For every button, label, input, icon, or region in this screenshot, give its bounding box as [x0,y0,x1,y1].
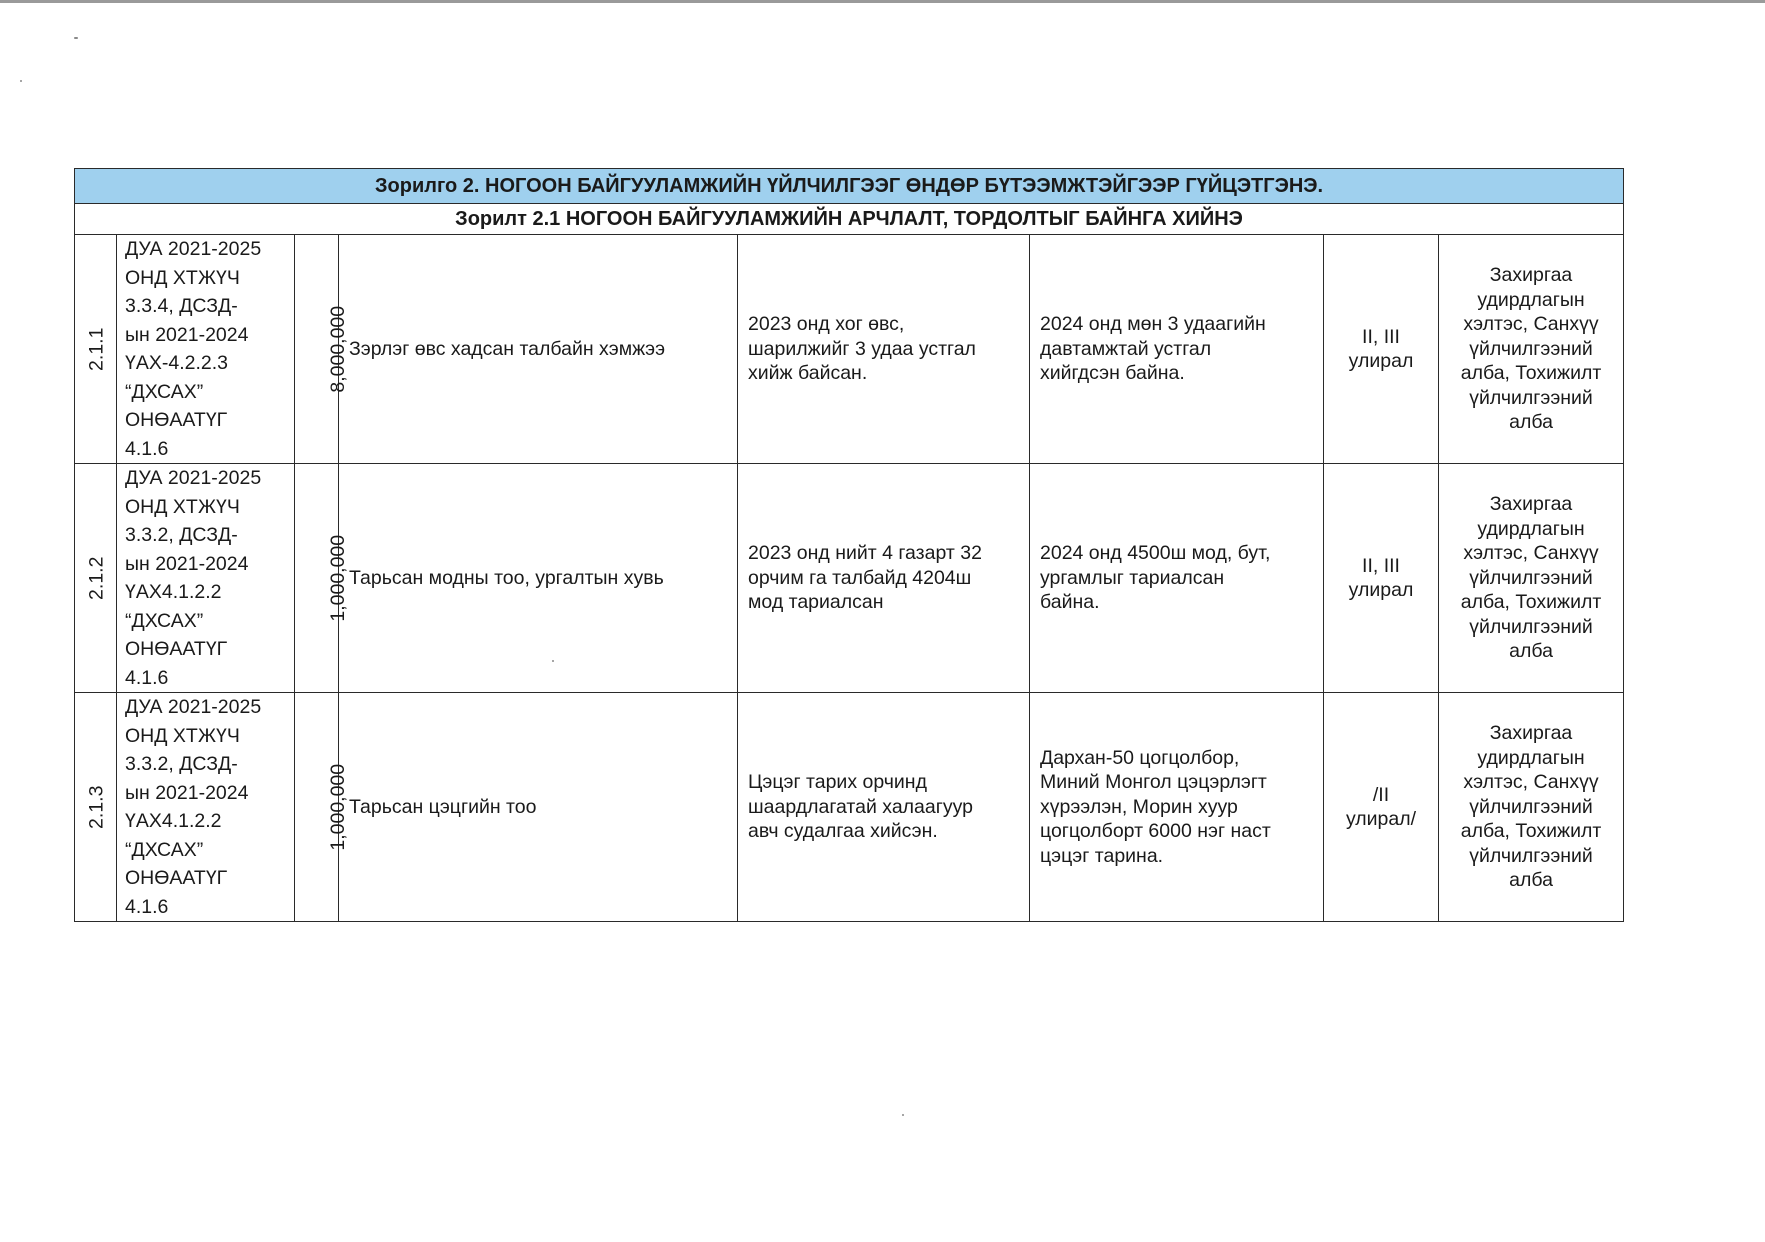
target-line: цэцэг тарина. [1040,844,1164,867]
item-code [75,693,117,922]
responsible-line: үйлчилгээний [1469,615,1593,638]
budget-cell [295,693,350,922]
target-line: 2024 онд 4500ш мод, бут, [1040,542,1271,565]
budget-amount: 8,000,000 [327,305,350,393]
scan-edge [0,0,1765,3]
table-row [75,693,1624,922]
period-cell [1324,464,1439,693]
scan-speck [20,80,22,82]
reference-line: ОНД ХТЖҮЧ [125,266,240,289]
baseline-line: шарилжийг 3 удаа устгал [748,337,976,360]
reference-line: ОНӨААТҮГ [125,867,228,889]
budget-amount: 1,000,000 [327,763,350,851]
target-cell [1030,464,1324,693]
reference-line: ын 2021-2024 [125,323,249,346]
scan-speck [74,37,78,39]
indicator-cell: Зэрлэг өвс хадсан талбайн хэмжээ [339,235,738,464]
reference-line: “ДХСАХ” [125,380,204,403]
objective-row [75,204,1624,235]
responsible-line: үйлчилгээний [1469,566,1593,589]
budget-cell [295,235,350,464]
reference-line: ын 2021-2024 [125,552,249,575]
responsible-line: хэлтэс, Санхүү [1463,771,1599,794]
responsible-line: үйлчилгээний [1469,795,1593,818]
item-code-text: 2.1.3 [85,785,108,829]
target-line: 2024 онд мөн 3 удаагийн [1040,313,1266,336]
responsible-line: алба [1509,640,1553,663]
responsible-line: үйлчилгээний [1469,337,1593,360]
responsible-line: удирдлагын [1477,288,1585,311]
item-code [75,464,117,693]
table-row [75,235,1624,464]
reference-line: 3.3.4, ДСЗД- [125,295,238,317]
target-cell [1030,693,1324,922]
reference-line: ОНӨААТҮГ [125,409,228,431]
target-line: ургамлыг тариалсан [1040,566,1225,589]
item-code [75,235,117,464]
objective-title: Зорилт 2.1 НОГООН БАЙГУУЛАМЖИЙН АРЧЛАЛТ, ТОРДОЛТЫГ БАЙНГА ХИЙНЭ [75,204,1624,235]
responsible-cell [1439,235,1624,464]
target-line: давтамжтай устгал [1040,337,1212,360]
responsible-line: үйлчилгээний [1469,844,1593,867]
baseline-line: шаардлагатай халаагуур [748,795,973,818]
reference-line: “ДХСАХ” [125,838,204,861]
period-line: улирал [1348,350,1414,372]
period-line: II, III [1362,325,1400,348]
target-line: цогцолборт 6000 нэг наст [1040,820,1271,843]
responsible-line: удирдлагын [1477,746,1585,769]
item-code-text: 2.1.2 [85,556,108,600]
reference-line: ОНӨААТҮГ [125,638,228,660]
reference-line: ҮАХ4.1.2.2 [125,810,222,832]
period-cell [1324,235,1439,464]
goal-row [75,169,1624,204]
table-row [75,464,1624,693]
baseline-line: 2023 онд хог өвс, [748,313,905,336]
responsible-cell [1439,464,1624,693]
reference-line: 4.1.6 [125,437,169,460]
target-line: байна. [1040,591,1100,614]
responsible-line: алба [1509,411,1553,434]
responsible-line: Захиргаа [1489,722,1573,745]
reference-cell [117,464,295,693]
reference-line: ОНД ХТЖҮЧ [125,724,240,747]
period-line: улирал [1348,579,1414,601]
baseline-line: хийж байсан. [748,362,868,385]
reference-line: ҮАХ4.1.2.2 [125,581,222,603]
responsible-line: алба [1509,869,1553,892]
target-cell [1030,235,1324,464]
reference-line: ын 2021-2024 [125,781,249,804]
baseline-cell [738,464,1030,693]
reference-line: ДУА 2021-2025 [125,238,262,260]
responsible-line: Захиргаа [1489,264,1573,287]
period-line: улирал/ [1345,808,1417,830]
period-cell [1324,693,1439,922]
baseline-cell [738,235,1030,464]
scan-speck [902,1114,904,1116]
baseline-line: мод тариалсан [748,591,884,614]
period-line: /II [1372,783,1390,806]
reference-line: 4.1.6 [125,895,169,918]
responsible-line: үйлчилгээний [1469,386,1593,409]
target-line: Дархан-50 цогцолбор, [1040,746,1240,769]
responsible-line: алба, Тохижилт [1460,362,1602,385]
reference-cell [117,693,295,922]
responsible-line: хэлтэс, Санхүү [1463,313,1599,336]
reference-line: 4.1.6 [125,666,169,689]
action-plan-table [74,168,1624,922]
baseline-line: орчим га талбайд 4204ш [748,566,972,589]
goal-title: Зорилго 2. НОГООН БАЙГУУЛАМЖИЙН ҮЙЛЧИЛГЭЭГ ӨНДӨР БҮТЭЭМЖТЭЙГЭЭР ГҮЙЦЭТГЭНЭ. [75,169,1624,204]
responsible-line: алба, Тохижилт [1460,820,1602,843]
baseline-line: 2023 онд нийт 4 газарт 32 [748,542,982,565]
budget-cell [295,464,350,693]
target-line: хүрээлэн, Морин хуур [1040,795,1238,818]
target-line: Миний Монгол цэцэрлэгт [1040,771,1267,794]
responsible-line: удирдлагын [1477,517,1585,540]
target-line: хийгдсэн байна. [1040,362,1185,385]
baseline-cell [738,693,1030,922]
reference-line: ОНД ХТЖҮЧ [125,495,240,518]
period-line: II, III [1362,554,1400,577]
responsible-line: хэлтэс, Санхүү [1463,542,1599,565]
reference-line: ДУА 2021-2025 [125,467,262,489]
indicator-cell: Тарьсан цэцгийн тоо [339,693,738,922]
reference-line: 3.3.2, ДСЗД- [125,524,238,546]
reference-line: ҮАХ-4.2.2.3 [125,352,228,374]
responsible-line: алба, Тохижилт [1460,591,1602,614]
responsible-line: Захиргаа [1489,493,1573,516]
baseline-line: Цэцэг тарих орчинд [748,771,927,794]
indicator-cell: Тарьсан модны тоо, ургалтын хувь [339,464,738,693]
reference-line: 3.3.2, ДСЗД- [125,753,238,775]
reference-cell [117,235,295,464]
budget-amount: 1,000,000 [327,534,350,622]
baseline-line: авч судалгаа хийсэн. [748,820,938,843]
reference-line: ДУА 2021-2025 [125,696,262,718]
responsible-cell [1439,693,1624,922]
item-code-text: 2.1.1 [85,327,108,371]
reference-line: “ДХСАХ” [125,609,204,632]
